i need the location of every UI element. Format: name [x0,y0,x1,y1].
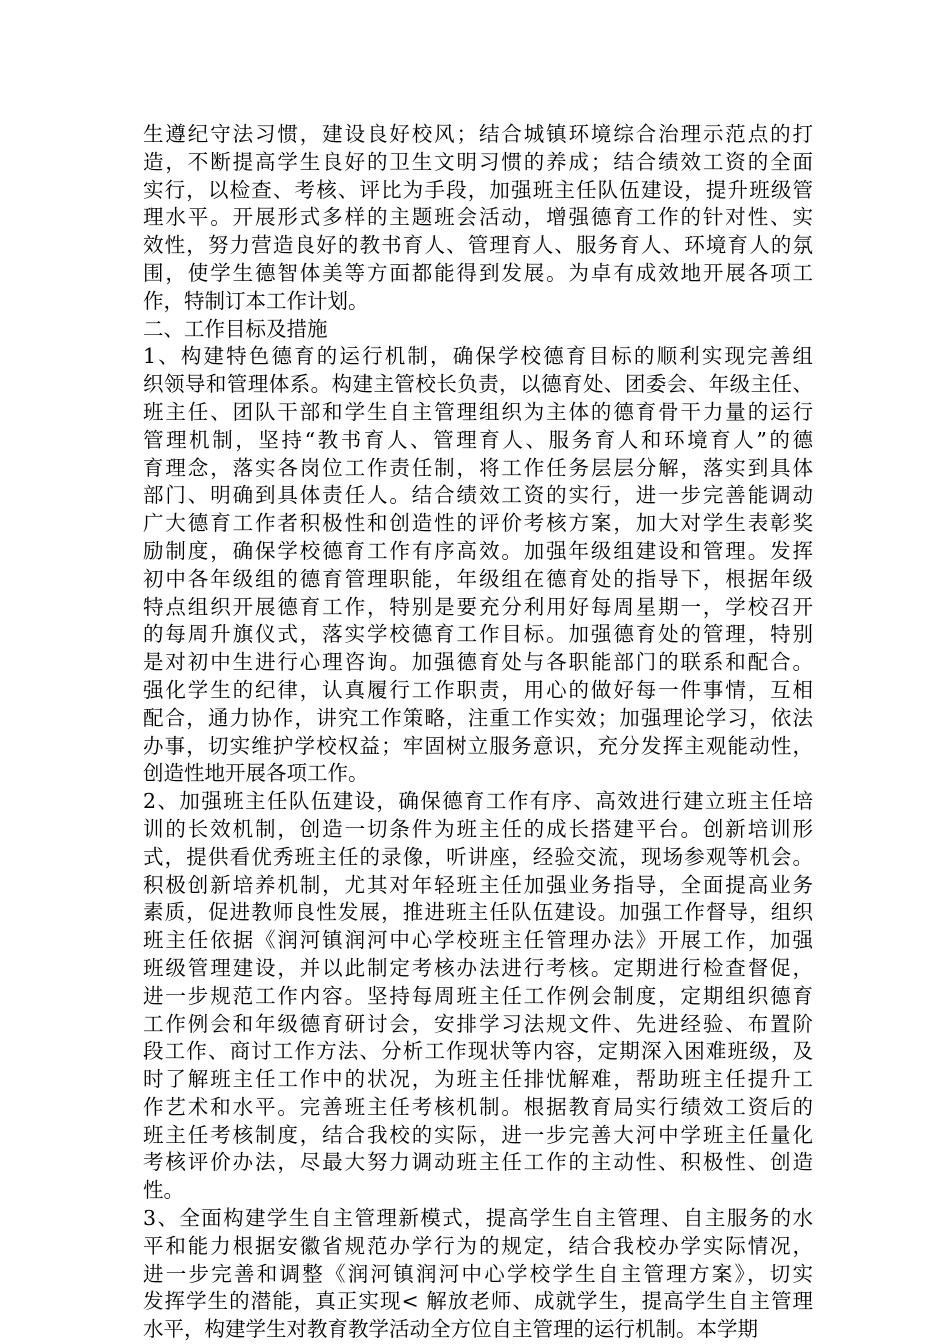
text-line: 强化学生的纪律，认真履行工作职责，用心的做好每一件事情，互相 [143,677,813,702]
text-line: 围，使学生德智体美等方面都能得到发展。为卓有成效地开展各项工 [143,260,813,285]
document-body [143,121,813,1344]
text-line: 效性，努力营造良好的教书育人、管理育人、服务育人、环境育人的氛 [143,233,813,258]
text-line: 平和能力根据安徽省规范办学行为的规定，结合我校办学实际情况， [143,1233,813,1258]
text-line: 式，提供看优秀班主任的录像，听讲座，经验交流，现场参观等机会。 [143,844,813,869]
paragraph-item-3 [143,1205,813,1344]
text-line: 生遵纪守法习惯，建设良好校风；结合城镇环境综合治理示范点的打 [143,122,813,146]
text-line: 配合，通力协作，讲究工作策略，注重工作实效；加强理论学习，依法 [143,705,813,730]
text-line: 创造性地开展各项工作。 [143,761,369,786]
text-line: 作艺术和水平。完善班主任考核机制。根据教育局实行绩效工资后的 [143,1094,813,1119]
text-line: 积极创新培养机制，尤其对年轻班主任加强业务指导，全面提高业务 [143,872,813,897]
text-line: 育理念，落实各岗位工作责任制，将工作任务层层分解，落实到具体 [143,455,813,480]
text-line: 考核评价办法，尽最大努力调动班主任工作的主动性、积极性、创造 [143,1150,813,1175]
text-line: 理水平。开展形式多样的主题班会活动，增强德育工作的针对性、实 [143,205,813,230]
text-line: 2、加强班主任队伍建设，确保德育工作有序、高效进行建立班主任培 [143,789,813,814]
text-line: 进一步规范工作内容。坚持每周班主任工作例会制度，定期组织德育 [143,983,813,1008]
paragraph-item-1 [143,343,813,788]
text-line: 进一步完善和调整《润河镇润河中心学校学生自主管理方案》，切实 [143,1261,813,1286]
text-line: 办事，切实维护学校权益；牢固树立服务意识，充分发挥主观能动性， [143,733,813,758]
text-line: 织领导和管理体系。构建主管校长负责，以德育处、团委会、年级主任、 [143,372,813,397]
text-line: 水平，构建学生对教育教学活动全方位自主管理的运行机制。本学期 [143,1317,758,1342]
text-line: 1、构建特色德育的运行机制，确保学校德育目标的顺利实现完善组 [143,344,813,369]
text-line: 3、全面构建学生自主管理新模式，提高学生自主管理、自主服务的水 [143,1206,813,1231]
text-line: 励制度，确保学校德育工作有序高效。加强年级组建设和管理。发挥 [143,538,813,563]
text-line: 的每周升旗仪式，落实学校德育工作目标。加强德育处的管理，特别 [143,622,813,647]
text-line: 初中各年级组的德育管理职能，年级组在德育处的指导下，根据年级 [143,566,813,591]
text-line: 实行，以检查、考核、评比为手段，加强班主任队伍建设，提升班级管 [143,177,813,202]
text-line: 班主任依据《润河镇润河中心学校班主任管理办法》开展工作，加强 [143,928,813,953]
text-line: 段工作、商讨工作方法、分析工作现状等内容，定期深入困难班级，及 [143,1039,813,1064]
text-line: 发挥学生的潜能，真正实现< 解放老师、成就学生，提高学生自主管理 [143,1289,813,1314]
text-line: 特点组织开展德育工作，特别是要充分利用好每周星期一，学校召开 [143,594,813,619]
text-line: 时了解班主任工作中的状况，为班主任排忧解难，帮助班主任提升工 [143,1067,813,1092]
text-line: 工作例会和年级德育研讨会，安排学习法规文件、先进经验、布置阶 [143,1011,813,1036]
text-line: 性。 [143,1178,184,1203]
text-line: 素质，促进教师良性发展，推进班主任队伍建设。加强工作督导，组织 [143,900,813,925]
paragraph-intro [143,121,813,316]
paragraph-item-2 [143,788,813,1205]
text-line: 班主任、团队干部和学生自主管理组织为主体的德育骨干力量的运行 [143,399,813,424]
text-line: 班主任考核制度，结合我校的实际，进一步完善大河中学班主任量化 [143,1122,813,1147]
text-line: 二、工作目标及措施 [143,316,328,341]
text-line: 训的长效机制，创造一切条件为班主任的成长搭建平台。创新培训形 [143,816,813,841]
text-line: 造，不断提高学生良好的卫生文明习惯的养成；结合绩效工资的全面 [143,149,813,174]
text-line: 是对初中生进行心理咨询。加强德育处与各职能部门的联系和配合。 [143,650,813,675]
text-line: 管理机制，坚持“教书育人、管理育人、服务育人和环境育人”的德 [143,427,813,452]
paragraph-heading-2 [143,316,813,344]
text-line: 部门、明确到具体责任人。结合绩效工资的实行，进一步完善能调动 [143,483,813,508]
text-line: 作，特制订本工作计划。 [143,288,369,313]
text-line: 广大德育工作者积极性和创造性的评价考核方案，加大对学生表彰奖 [143,511,813,536]
text-line: 班级管理建设，并以此制定考核办法进行考核。定期进行检查督促， [143,955,813,980]
